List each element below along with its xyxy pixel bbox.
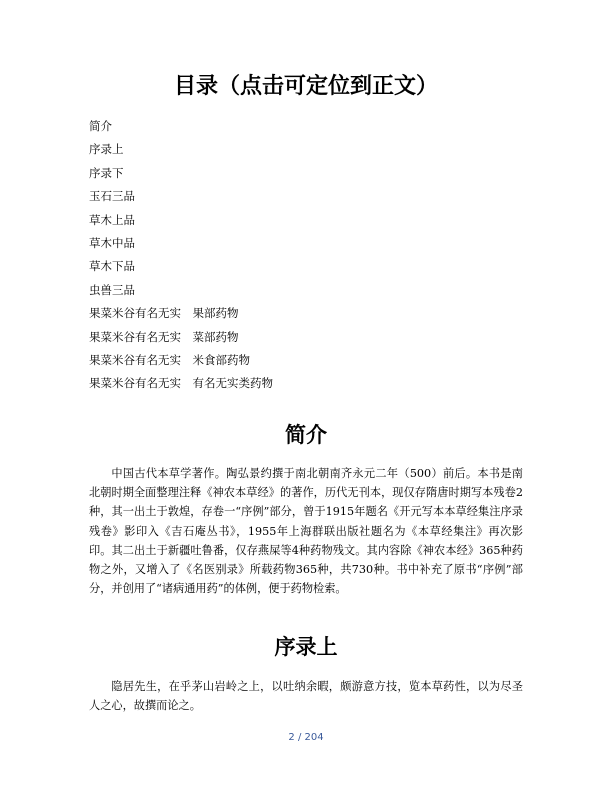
page-number: 2 / 204 xyxy=(288,732,324,743)
toc-link-nominal[interactable]: 果菜米谷有名无实 有名无实类药物 xyxy=(89,376,273,391)
toc-title: 目录（点击可定位到正文） xyxy=(173,73,438,99)
toc-link-fruits[interactable]: 果菜米谷有名无实 果部药物 xyxy=(89,306,239,321)
toc-link-jade-stone[interactable]: 玉石三品 xyxy=(89,189,135,204)
toc-link-grains[interactable]: 果菜米谷有名无实 米食部药物 xyxy=(89,352,250,367)
toc-link-insects-beasts[interactable]: 虫兽三品 xyxy=(89,282,135,297)
intro-heading: 简介 xyxy=(285,422,327,447)
toc-link-preface-part1[interactable]: 序录上 xyxy=(89,142,124,157)
preface-heading: 序录上 xyxy=(274,634,338,659)
toc-link-preface-part2[interactable]: 序录下 xyxy=(89,165,124,180)
toc-link-vegetables[interactable]: 果菜米谷有名无实 菜部药物 xyxy=(89,329,239,344)
toc-link-herbs-lower[interactable]: 草木下品 xyxy=(89,259,135,274)
table-of-contents xyxy=(89,115,273,396)
toc-link-herbs-middle[interactable]: 草木中品 xyxy=(89,235,135,250)
intro-paragraph: 中国古代本草学著作。陶弘景约撰于南北朝南齐永元二年（500）前后。本书是南北朝时期全面整理注释《神农本草经》的著作，历代无刊本，现仅存隋唐时期写本残卷2种，其一出土于敦煌，存卷一“序例”部分，曾于1915年题名《开元写本本草经集注序录残卷》影印入《吉石庵丛书》，1955年上海群联出版社题名为《本草经集注》再次影印。其二出土于新疆吐鲁番，仅存燕屎等4种药物残文。其内容除《神农本经》365种药物之外，又增入了《名医别录》所载药物365种，共730种。书中补充了原书“序例”部分，并创用了“诸病通用药”的体例，便于药物检索。 xyxy=(89,467,523,596)
toc-link-intro[interactable]: 简介 xyxy=(89,119,112,133)
preface-paragraph: 隐居先生，在乎茅山岩岭之上，以吐纳余暇，颇游意方技，览本草药性，以为尽圣人之心，故撰而论之。 xyxy=(89,680,523,713)
toc-link-herbs-upper[interactable]: 草木上品 xyxy=(89,212,135,227)
